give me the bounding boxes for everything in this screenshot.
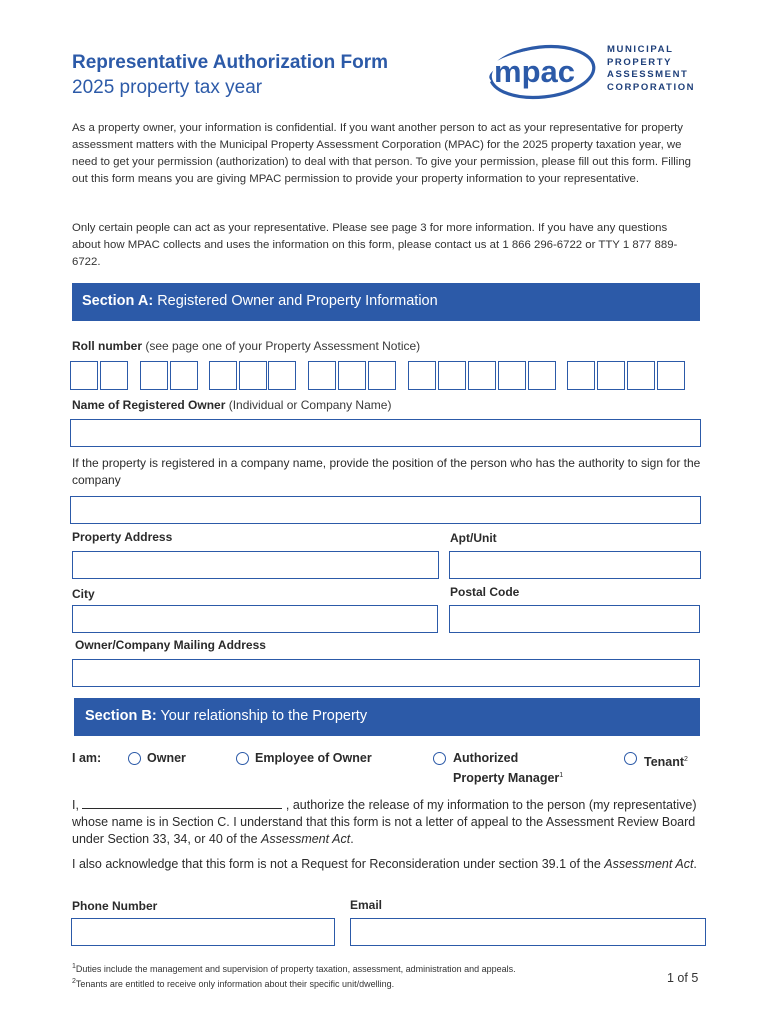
- footnote-2: $^2$Tenants are entitled to receive only information about their specific unit/dwelling.: [72, 978, 395, 989]
- city-label: City: [72, 587, 95, 601]
- owner-name-field[interactable]: [70, 419, 701, 447]
- roll-digit-box[interactable]: [170, 361, 198, 390]
- roll-digit-box[interactable]: [268, 361, 296, 390]
- logo-wordmark: mpac: [494, 54, 575, 89]
- roll-digit-box[interactable]: [468, 361, 496, 390]
- representative-name-blank[interactable]: [82, 797, 282, 809]
- footnote-1: $^1$Duties include the management and supervision of property taxation, assessment, administration and appeals.: [72, 963, 516, 974]
- postal-code-field[interactable]: [449, 605, 700, 633]
- roll-digit-box[interactable]: [408, 361, 436, 390]
- owner-name-label: Name of Registered Owner (Individual or Company Name): [72, 398, 392, 412]
- apt-unit-field[interactable]: [449, 551, 701, 579]
- form-subtitle: 2025 property tax year: [72, 77, 263, 98]
- section-b-heading: Section B: Your relationship to the Property: [74, 698, 700, 736]
- apt-unit-label: Apt/Unit: [450, 531, 497, 545]
- email-field[interactable]: [350, 918, 706, 946]
- mailing-address-field[interactable]: [72, 659, 700, 687]
- tenant-radio[interactable]: [624, 752, 637, 765]
- postal-code-label: Postal Code: [450, 585, 520, 599]
- company-signer-note: If the property is registered in a company name, provide the position of the person who has the authority to sign for the company: [72, 456, 701, 487]
- phone-number-label: Phone Number: [72, 899, 158, 913]
- phone-number-field[interactable]: [71, 918, 335, 946]
- roll-digit-box[interactable]: [528, 361, 556, 390]
- roll-digit-box[interactable]: [308, 361, 336, 390]
- roll-digit-box[interactable]: [338, 361, 366, 390]
- city-field[interactable]: [72, 605, 438, 633]
- page-number: 1 of 5: [667, 971, 699, 985]
- intro-paragraph-2: Only certain people can act as your representative. Please see page 3 for more information. If you have any questions about how MPAC collects and uses the information on this form, please contact us at 1 866 296-6722 or TTY 1 877 889-6722.: [72, 222, 678, 268]
- company-signer-field[interactable]: [70, 496, 701, 524]
- property-address-field[interactable]: [72, 551, 439, 579]
- logo-org-name: MUNICIPAL PROPERTY ASSESSMENT CORPORATION: [607, 44, 696, 93]
- tenant-option-label: Tenant$^2$: [644, 755, 688, 770]
- roll-digit-box[interactable]: [498, 361, 526, 390]
- roll-number-boxes: [70, 361, 690, 391]
- roll-digit-box[interactable]: [567, 361, 595, 390]
- section-a-heading: Section A: Registered Owner and Property Information: [72, 283, 700, 321]
- owner-option-label: Owner: [147, 751, 186, 765]
- i-am-label: I am:: [72, 751, 102, 765]
- roll-digit-box[interactable]: [100, 361, 128, 390]
- mailing-address-label: Owner/Company Mailing Address: [75, 638, 266, 652]
- roll-digit-box[interactable]: [140, 361, 168, 390]
- owner-radio[interactable]: [128, 752, 141, 765]
- employee-radio[interactable]: [236, 752, 249, 765]
- roll-digit-box[interactable]: [209, 361, 237, 390]
- email-label: Email: [350, 898, 383, 912]
- authorization-statement: I, , authorize the release of my information to the person (my representative) whose name is in Section C. I understand that this form is not a letter of appeal to the Assessment Review Board under Section 33, 34, or 40 of the Assessment Act.: [72, 798, 697, 846]
- roll-digit-box[interactable]: [657, 361, 685, 390]
- roll-digit-box[interactable]: [597, 361, 625, 390]
- employee-option-label: Employee of Owner: [255, 751, 372, 765]
- roll-number-label: Roll number (see page one of your Property Assessment Notice): [72, 339, 421, 353]
- property-address-label: Property Address: [72, 530, 173, 544]
- roll-digit-box[interactable]: [70, 361, 98, 390]
- acknowledgement-statement: I also acknowledge that this form is not a Request for Reconsideration under section 39.1 of the Assessment Act.: [72, 857, 697, 871]
- intro-paragraph-1: As a property owner, your information is confidential. If you want another person to act as your representative for property assessment matters with the Municipal Property Assessment Corporation (MPAC) for the 2025 property taxation year, we need to get your permission (authorization) to deal with that person. To give your permission, please fill out this form. Filling out this form means you are giving MPAC permission to provide your property information to your representative.: [72, 122, 691, 185]
- form-title: Representative Authorization Form: [72, 52, 389, 73]
- roll-digit-box[interactable]: [438, 361, 466, 390]
- property-manager-option-label: Authorized Property Manager$^1$: [453, 751, 564, 786]
- roll-digit-box[interactable]: [627, 361, 655, 390]
- roll-digit-box[interactable]: [239, 361, 267, 390]
- property-manager-radio[interactable]: [433, 752, 446, 765]
- roll-digit-box[interactable]: [368, 361, 396, 390]
